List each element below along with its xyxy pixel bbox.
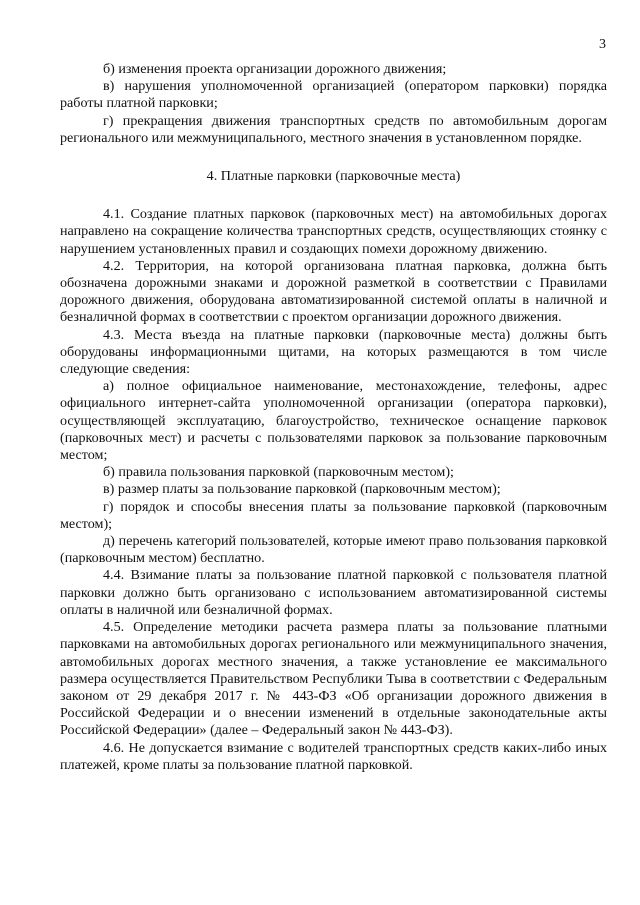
list-item: б) изменения проекта организации дорожного движения;	[103, 61, 447, 77]
section-title: 4. Платные парковки (парковочные места)	[206, 168, 461, 185]
paragraph-4-6: 4.6. Не допускается взимание с водителей транспортных средств каких-либо иных платежей, кроме платы за пользование платной парковкой.	[60, 739, 607, 773]
list-item: г) порядок и способы внесения платы за пользование парковкой (парковочным местом);	[60, 498, 607, 532]
list-item: б) правила пользования парковкой (парковочным местом);	[103, 464, 454, 481]
paragraph-4-2: 4.2. Территория, на которой организована платная парковка, должна быть обозначена дорожными знаками и дорожной разметкой в соответствии с Правилами дорожного движения, оборудована автоматизированной системой оплаты в наличной и безналичной формах в соответствии с проектом организации дорожного движения.	[60, 257, 607, 326]
paragraph-4-1: 4.1. Создание платных парковок (парковочных мест) на автомобильных дорогах направлено на сокращение количества транспортных средств, осуществляющих стоянку с нарушением установленных правил и создающих помехи дорожному движению.	[60, 206, 607, 257]
document-body	[60, 61, 607, 774]
paragraph-4-3: 4.3. Места въезда на платные парковки (парковочные места) должны быть оборудованы информационными щитами, на которых размещаются в том числе следующие сведения:	[60, 326, 607, 378]
list-item: в) нарушения уполномоченной организацией (оператором парковки) порядка работы платной парковки;	[60, 78, 607, 112]
paragraph-4-5: 4.5. Определение методики расчета размера платы за пользование платными парковками на автомобильных дорогах регионального или межмуниципального значения, автомобильных дорогах местного значения, а также установление ее максимального размера осуществляется Правительством Республики Тыва в соответствии с Федеральным законом от 29 декабря 2017 г. № 443-ФЗ «Об организации дорожного движения в Российской Федерации и о внесении изменений в отдельные законодательные акты Российской Федерации» (далее – Федеральный закон № 443-ФЗ).	[60, 619, 607, 739]
list-item: в) размер платы за пользование парковкой (парковочным местом);	[103, 481, 501, 498]
paragraph-4-4: 4.4. Взимание платы за пользование платной парковкой с пользователя платной парковки должно быть организовано с использованием автоматизированной системы оплаты в наличной или безналичной формах.	[60, 567, 607, 618]
list-item: д) перечень категорий пользователей, которые имеют право пользования парковкой (парковочным местом) бесплатно.	[60, 533, 607, 567]
page-number: 3	[599, 37, 606, 52]
list-item: г) прекращения движения транспортных средств по автомобильным дорогам регионального или межмуниципального, местного значения в установленном порядке.	[60, 112, 607, 146]
list-item: а) полное официальное наименование, местонахождение, телефоны, адрес официального интернет-сайта уполномоченной организации (оператора парковки), осуществляющей эксплуатацию, благоустройство, техническое оснащение парковок (парковочных мест) и расчеты с пользователями парковок за пользование парковочным местом;	[60, 378, 607, 464]
